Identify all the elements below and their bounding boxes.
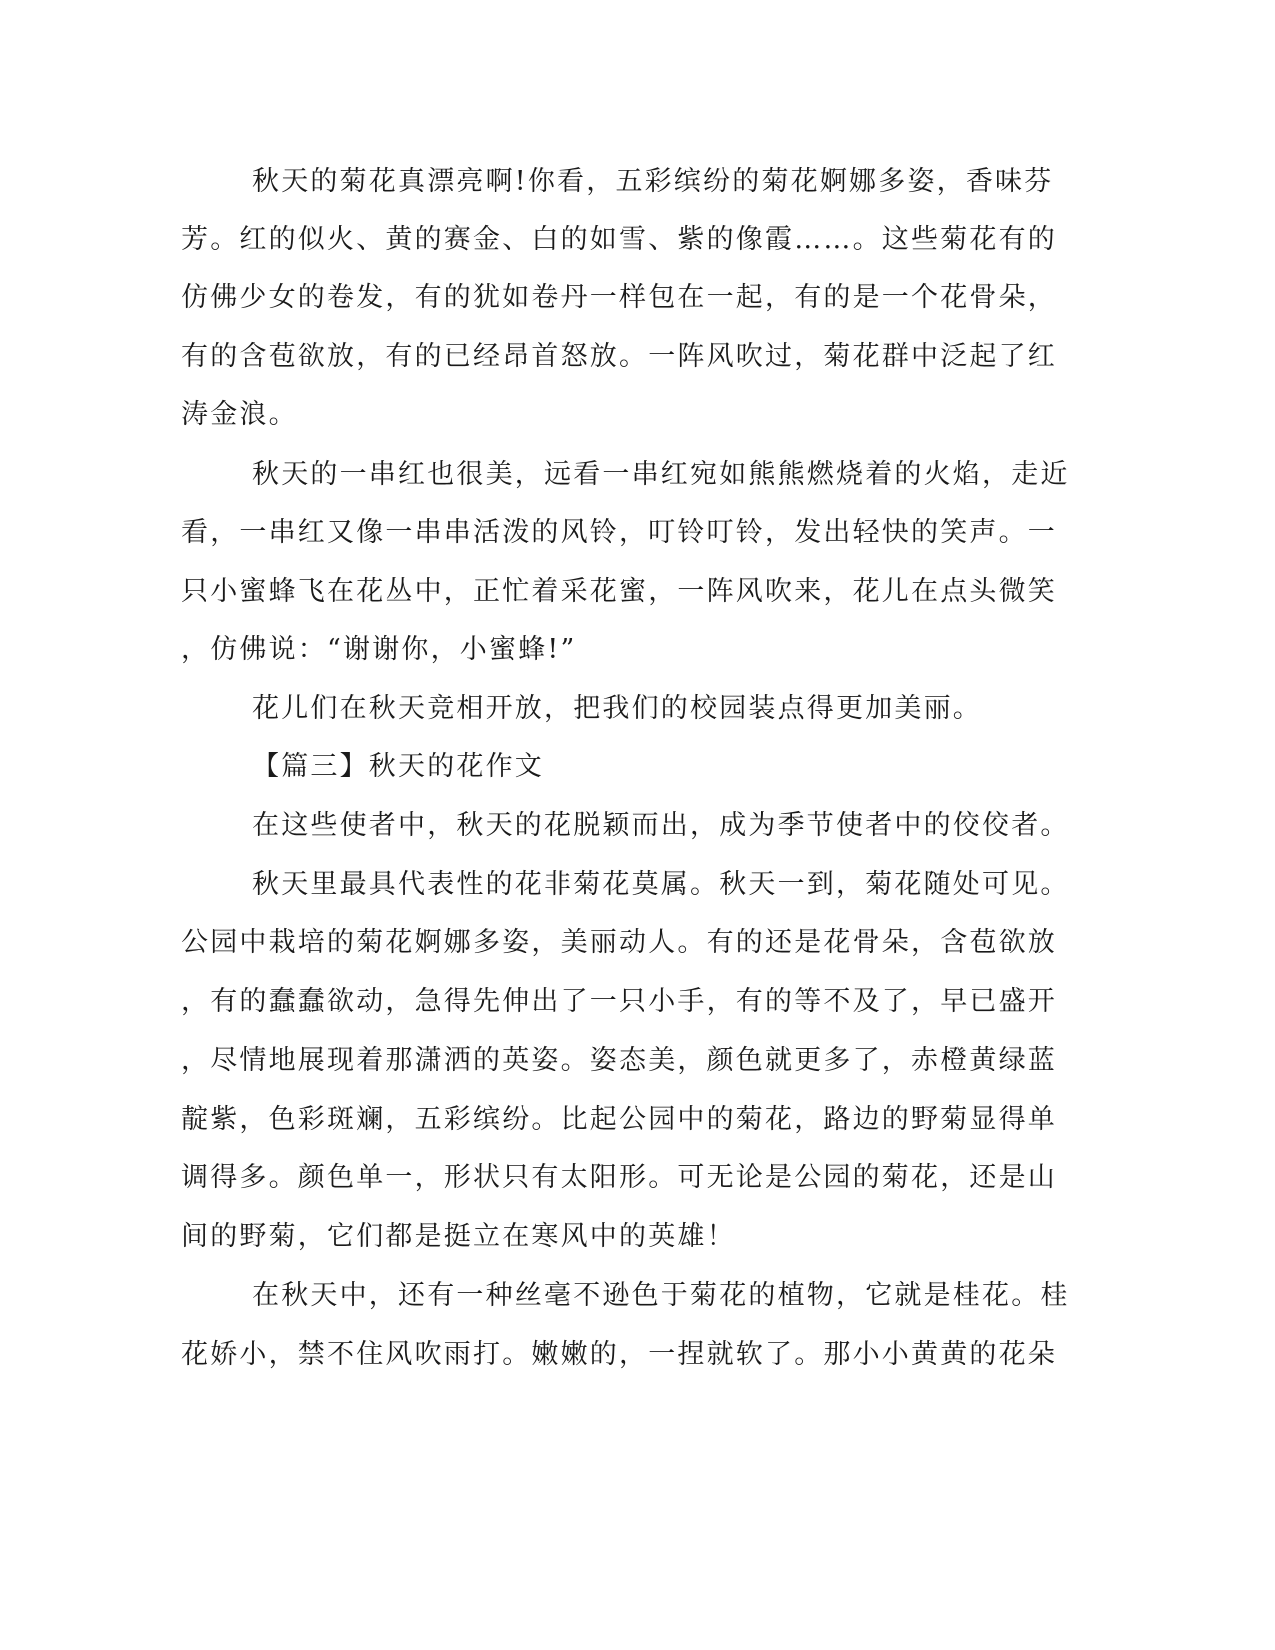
text-line: 秋天的菊花真漂亮啊!你看，五彩缤纷的菊花婀娜多姿，香味芬 (252, 166, 1054, 197)
text-line: 只小蜜蜂飞在花丛中，正忙着采花蜜，一阵风吹来，花儿在点头微笑 (181, 576, 1057, 607)
text-line: 芳。红的似火、黄的赛金、白的如雪、紫的像霞……。这些菊花有的 (181, 224, 1057, 255)
text-line: 仿佛少女的卷发，有的犹如卷丹一样包在一起，有的是一个花骨朵， (181, 282, 1057, 313)
text-line: 秋天的一串红也很美，远看一串红宛如熊熊燃烧着的火焰，走近 (252, 459, 1070, 490)
text-line: 调得多。颜色单一，形状只有太阳形。可无论是公园的菊花，还是山 (181, 1162, 1057, 1193)
text-line: 靛紫，色彩斑斓，五彩缤纷。比起公园中的菊花，路边的野菊显得单 (181, 1104, 1057, 1135)
text-line: 花娇小，禁不住风吹雨打。嫩嫩的，一捏就软了。那小小黄黄的花朵 (181, 1339, 1057, 1370)
text-line: ，尽情地展现着那潇洒的英姿。姿态美，颜色就更多了，赤橙黄绿蓝 (181, 1045, 1057, 1076)
text-line: 间的野菊，它们都是挺立在寒风中的英雄！ (181, 1221, 736, 1252)
text-line: ，有的蠢蠢欲动，急得先伸出了一只小手，有的等不及了，早已盛开 (181, 986, 1057, 1017)
text-line: 公园中栽培的菊花婀娜多姿，美丽动人。有的还是花骨朵，含苞欲放 (181, 927, 1057, 958)
text-line: 花儿们在秋天竞相开放，把我们的校园装点得更加美丽。 (252, 693, 982, 724)
section-heading: 【篇三】秋天的花作文 (252, 751, 544, 782)
text-line: 有的含苞欲放，有的已经昂首怒放。一阵风吹过，菊花群中泛起了红 (181, 341, 1057, 372)
text-line: 在这些使者中，秋天的花脱颖而出，成为季节使者中的佼佼者。 (252, 810, 1070, 841)
text-line: 在秋天中，还有一种丝毫不逊色于菊花的植物，它就是桂花。桂 (252, 1280, 1070, 1311)
text-line: 涛金浪。 (181, 399, 298, 430)
text-line: 看，一串红又像一串串活泼的风铃，叮铃叮铃，发出轻快的笑声。一 (181, 517, 1057, 548)
text-line: 秋天里最具代表性的花非菊花莫属。秋天一到，菊花随处可见。 (252, 869, 1070, 900)
text-line: ，仿佛说：“谢谢你，小蜜蜂!” (181, 634, 577, 665)
